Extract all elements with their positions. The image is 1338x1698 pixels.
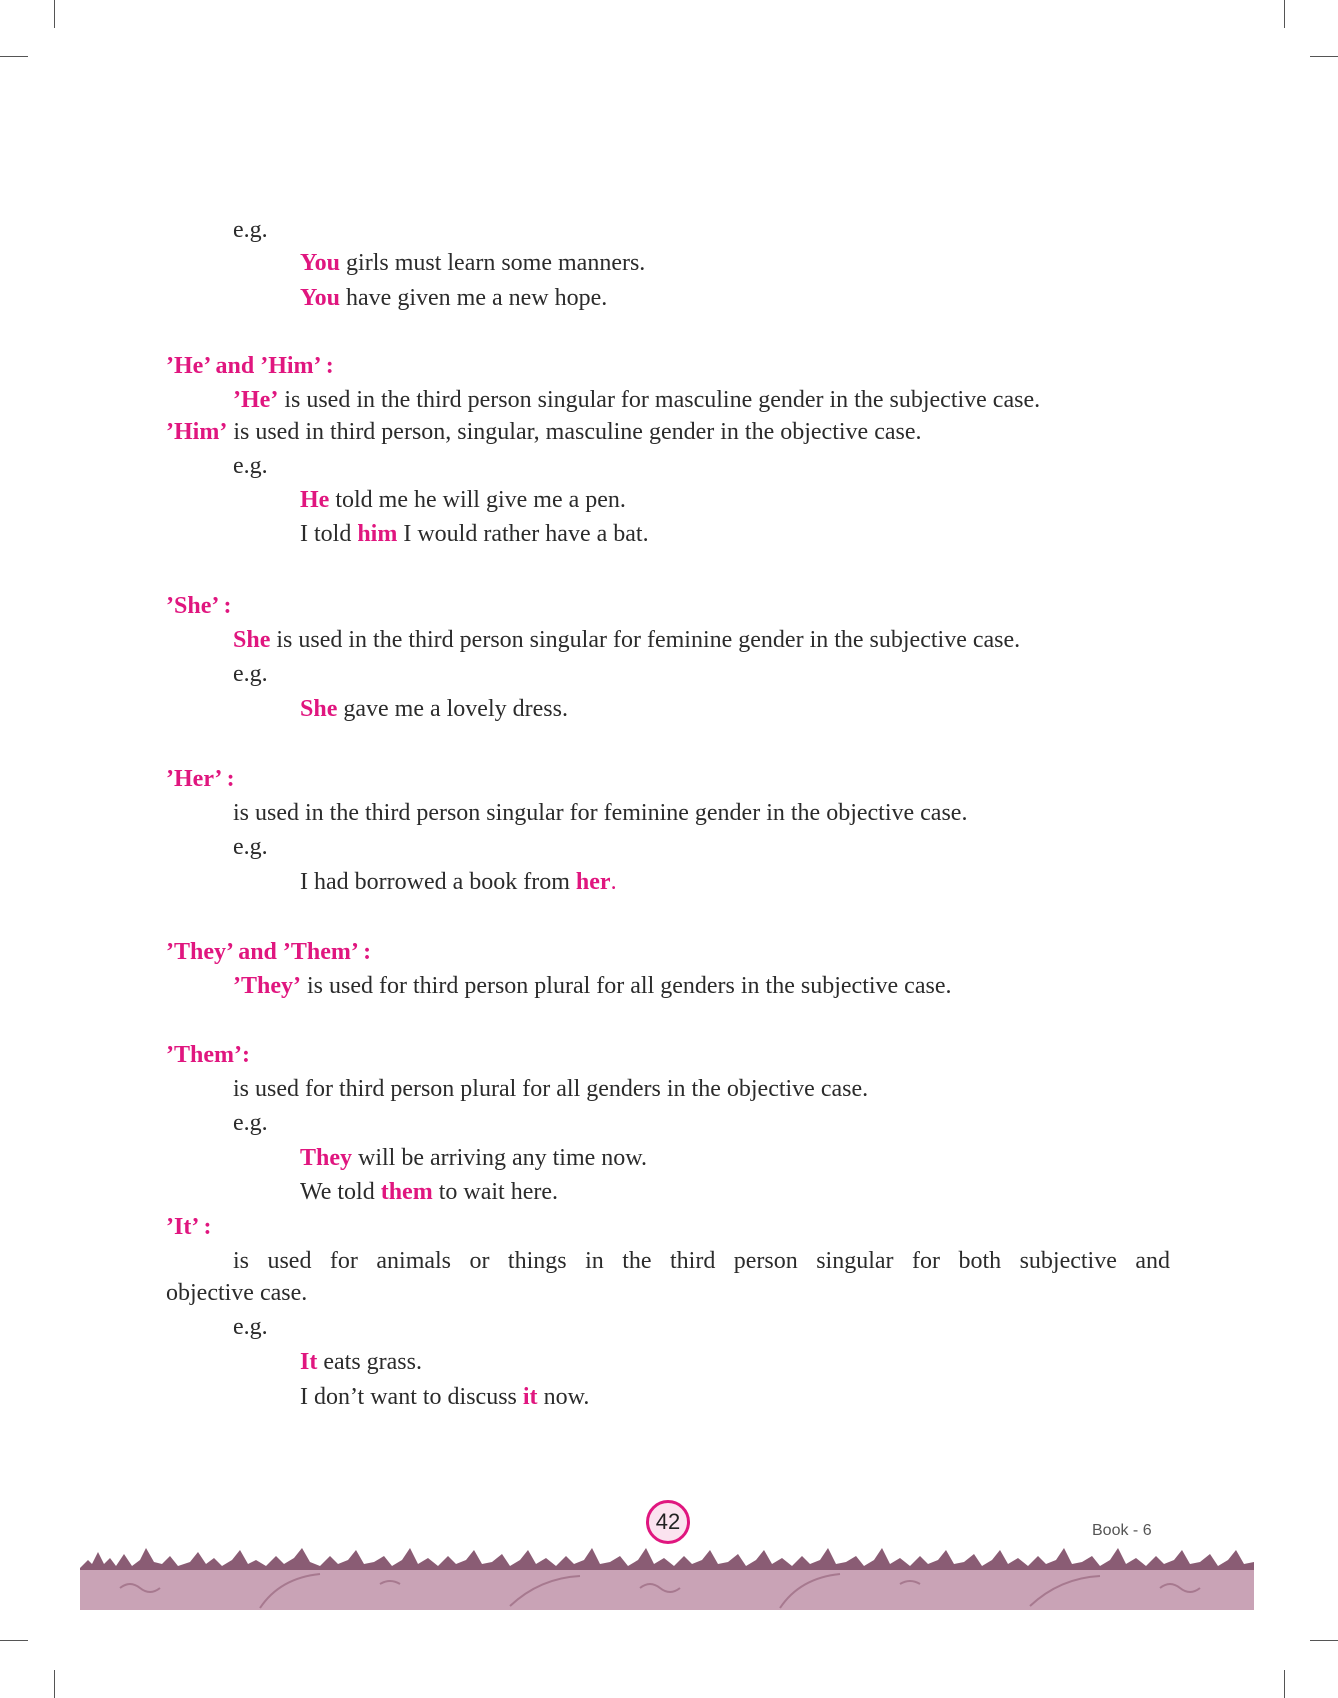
- example-sentence: [300, 867, 617, 897]
- example-sentence: [300, 1143, 647, 1173]
- crop-mark: [0, 1640, 28, 1641]
- eg-label: [233, 451, 268, 481]
- pronoun: She: [300, 696, 338, 722]
- sentence-rest: have given me a new hope.: [340, 285, 608, 311]
- pronoun: He: [300, 487, 330, 513]
- sentence-rest: gave me a lovely dress.: [337, 696, 568, 722]
- pronoun: it: [522, 1384, 538, 1410]
- sentence-rest: to wait here.: [432, 1179, 558, 1205]
- pronoun: You: [300, 285, 341, 311]
- sentence-pre: I don’t want to discuss: [300, 1384, 523, 1410]
- definition: [233, 385, 1040, 415]
- example-sentence: [300, 485, 626, 515]
- example-sentence: [300, 1347, 422, 1377]
- footer-landscape-band: [80, 1538, 1254, 1610]
- pronoun: ’He’: [233, 387, 279, 413]
- definition: is used in the third person singular for feminine gender in the objective case.: [233, 800, 968, 826]
- section-heading: ’Them’:: [166, 1042, 250, 1068]
- pronoun: him: [357, 521, 398, 547]
- eg-label: [233, 215, 268, 245]
- example-sentence: [300, 519, 649, 549]
- section-heading: ’They’ and ’Them’ :: [166, 939, 372, 965]
- sentence-rest: eats grass.: [317, 1349, 422, 1375]
- sentence-rest: is used in third person, singular, masculine gender in the objective case.: [227, 419, 922, 445]
- eg-text: e.g.: [233, 1314, 268, 1340]
- pronoun: her: [575, 869, 611, 895]
- example-sentence: [300, 694, 568, 724]
- page-number-badge: 42: [646, 1500, 690, 1544]
- definition: is used for animals or things in the third person singular for both subjective and: [233, 1248, 1170, 1274]
- crop-mark: [1284, 0, 1285, 28]
- definition: is used for third person plural for all genders in the objective case.: [233, 1076, 869, 1102]
- eg-label: [233, 659, 268, 689]
- section-heading: ’She’ :: [166, 593, 232, 619]
- sentence-rest: told me he will give me a pen.: [329, 487, 626, 513]
- eg-text: e.g.: [233, 217, 268, 243]
- definition-continued: objective case.: [166, 1280, 308, 1306]
- eg-label: [233, 832, 268, 862]
- eg-label: [233, 1108, 268, 1138]
- sentence-pre: I had borrowed a book from: [300, 869, 576, 895]
- pronoun: them: [380, 1179, 433, 1205]
- pronoun: ’They’: [233, 973, 301, 999]
- sentence-rest: is used in the third person singular for feminine gender in the subjective case.: [270, 627, 1021, 653]
- example-sentence: [300, 248, 645, 278]
- section-heading: ’He’ and ’Him’ :: [166, 353, 334, 379]
- sentence-rest: now.: [537, 1384, 590, 1410]
- example-sentence: [300, 1177, 558, 1207]
- definition: [233, 971, 951, 1001]
- section-heading: ’Her’ :: [166, 766, 235, 792]
- pronoun: You: [300, 250, 341, 276]
- example-sentence: [300, 1382, 589, 1412]
- sentence-rest: will be arriving any time now.: [352, 1145, 648, 1171]
- crop-mark: [1284, 1670, 1285, 1698]
- crop-mark: [54, 0, 55, 28]
- definition: [233, 625, 1020, 655]
- book-label: Book - 6: [1092, 1522, 1152, 1539]
- pronoun: It: [300, 1349, 318, 1375]
- crop-mark: [1310, 56, 1338, 57]
- eg-text: e.g.: [233, 661, 268, 687]
- sentence-rest: is used for third person plural for all genders in the subjective case.: [301, 973, 952, 999]
- pronoun: ’Him’: [166, 419, 228, 445]
- band-ground: [80, 1570, 1254, 1610]
- sentence-rest: girls must learn some manners.: [340, 250, 646, 276]
- example-sentence: [300, 283, 607, 313]
- sentence-pre: We told: [300, 1179, 381, 1205]
- eg-text: e.g.: [233, 453, 268, 479]
- section-heading: ’It’ :: [166, 1214, 212, 1240]
- pronoun: She: [233, 627, 271, 653]
- definition: [166, 417, 922, 447]
- sentence-pre: I told: [300, 521, 358, 547]
- crop-mark: [54, 1670, 55, 1698]
- sentence-rest: is used in the third person singular for masculine gender in the subjective case.: [278, 387, 1041, 413]
- eg-label: [233, 1312, 268, 1342]
- crop-mark: [0, 56, 28, 57]
- pronoun: They: [300, 1145, 353, 1171]
- crop-mark: [1310, 1640, 1338, 1641]
- sentence-rest: I would rather have a bat.: [397, 521, 649, 547]
- eg-text: e.g.: [233, 834, 268, 860]
- eg-text: e.g.: [233, 1110, 268, 1136]
- sentence-rest: .: [610, 869, 617, 895]
